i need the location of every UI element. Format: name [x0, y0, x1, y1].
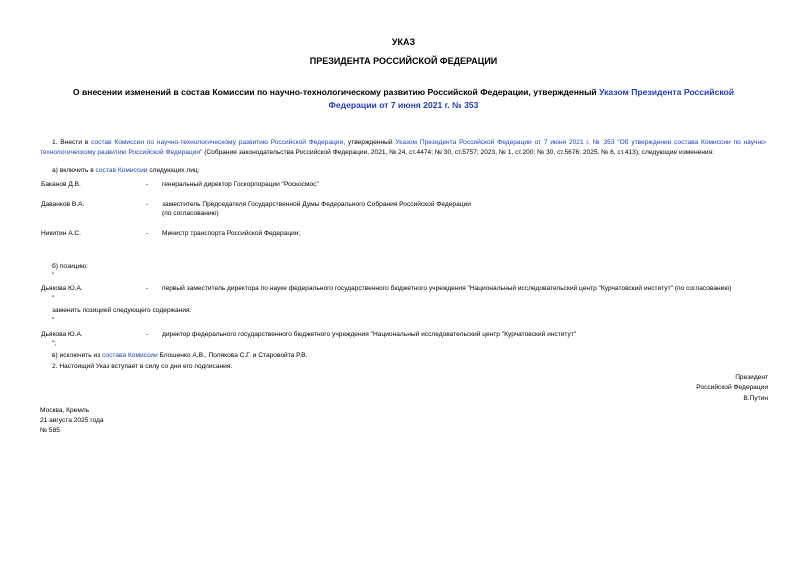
quote-open: " — [52, 272, 55, 279]
member-position: заместитель Председателя Государственной Думы Федерального Собрания Российской Федерации — [162, 201, 471, 208]
decree-title: УКАЗ — [391, 37, 416, 47]
sub-item-a — [52, 166, 199, 176]
subject-decree-link[interactable]: Указом Президента Российской Федерации от 7 июня 2021 г. № 353 — [328, 87, 735, 110]
decree-number: № 585 — [40, 427, 60, 434]
old-position-desc: первый заместитель директора по науке федерального государственного бюджетного учреждения "Национальный исследовательский центр "Курчатовский институт" (по согласованию) — [162, 285, 732, 292]
item-1 — [40, 138, 767, 157]
member-dash: - — [146, 201, 149, 208]
item-2: 2. Настоящий Указ вступает в силу со дня его подписания. — [52, 363, 233, 370]
old-position-name: Дьякова Ю.А. — [41, 285, 83, 292]
new-position-dash: - — [146, 331, 149, 338]
member-position-note: (по согласованию) — [162, 210, 219, 217]
quote-close: "; — [52, 340, 57, 347]
member-name: Никитин А.С. — [41, 230, 82, 237]
sub-item-a-suffix: следующих лиц: — [147, 167, 200, 174]
signing-place: Москва, Кремль — [40, 407, 90, 414]
signature-country: Российской Федерации — [696, 384, 768, 391]
quote-close: " — [52, 295, 55, 302]
sub-item-c-prefix: в) исключить из — [52, 352, 103, 359]
decree-353-title-link[interactable]: "Об утверждении состава Комиссии по научно-технологическому развитию Российской Федерации" — [40, 139, 767, 156]
sub-item-c-suffix: Блошенко А.В., Полякова С.Г. и Старовойта Р.В. — [157, 352, 308, 359]
item-1-mid1: , утвержденный — [343, 139, 396, 146]
member-name: Баканов Д.В. — [41, 181, 81, 188]
old-position-dash: - — [146, 285, 149, 292]
signing-date: 21 августа 2025 года — [40, 417, 104, 424]
subject-text: О внесении изменений в состав Комиссии по научно-технологическому развитию Российской Федерации, утвержденный — [72, 87, 600, 97]
member-name: Даванков В.А. — [41, 201, 85, 208]
decree-353-link[interactable]: Указом Президента Российской Федерации от 7 июня 2021 г. № 353 — [395, 139, 615, 146]
replace-text: заменить позицией следующего содержания: — [52, 307, 192, 314]
member-position: Министр транспорта Российской Федерации; — [162, 230, 301, 237]
new-position-name: Дьякова Ю.А. — [41, 331, 83, 338]
commission-composition-link[interactable]: состав Комиссии по научно-технологическому развитию Российской Федерации — [91, 139, 344, 146]
item-1-prefix: 1. Внести в — [52, 139, 92, 146]
decree-subject — [48, 86, 759, 111]
member-position: генеральный директор Госкорпорации "Роскосмос" — [162, 181, 319, 188]
item-1-suffix: (Собрание законодательства Российской Федерации, 2021, № 24, ст.4474; № 30, ст.5757; 2023, № 1, ст.200; № 30, ст.5676; 2025, № 6, ст.413), следующие изменения: — [202, 148, 714, 156]
commission-link-c[interactable]: состава Комиссии — [102, 352, 158, 359]
sub-item-a-prefix: а) включить в — [52, 167, 96, 174]
decree-issuer: ПРЕЗИДЕНТА РОССИЙСКОЙ ФЕДЕРАЦИИ — [309, 56, 498, 66]
signature-name: В.Путин — [743, 395, 768, 402]
member-dash: - — [146, 181, 149, 188]
commission-link-a[interactable]: состав Комиссии — [95, 167, 148, 174]
quote-open: " — [52, 317, 55, 324]
signature-title: Президент — [735, 374, 768, 381]
sub-item-c — [52, 351, 307, 361]
new-position-desc: директор федерального государственного бюджетного учреждения "Национальный исследовательский центр "Курчатовский институт" — [162, 331, 577, 338]
member-dash: - — [146, 230, 149, 237]
sub-item-b: б) позицию: — [52, 263, 88, 270]
